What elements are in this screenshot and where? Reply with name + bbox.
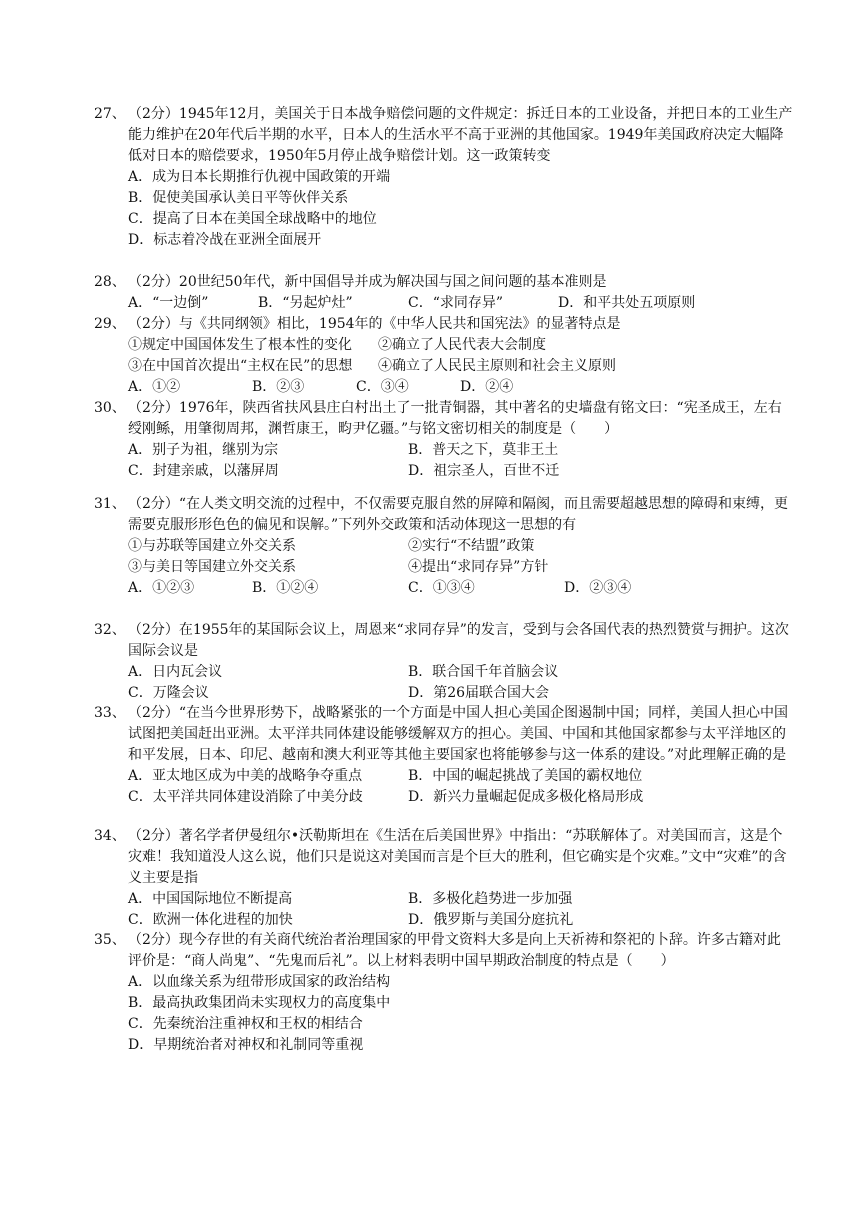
option-b: B．②③	[252, 379, 305, 395]
option-a: A．以血缘关系为纽带形成国家的政治结构	[128, 974, 391, 990]
question-number: 33、	[94, 705, 126, 721]
option-b: B．多极化趋势进一步加强	[408, 891, 573, 907]
option-d: D．祖宗圣人，百世不迁	[408, 463, 560, 479]
option-a: A．①②	[128, 379, 181, 395]
question-number: 32、	[94, 622, 126, 638]
question-35	[94, 930, 794, 1056]
option-d: D．新兴力量崛起促成多极化格局形成	[408, 789, 644, 805]
statement-4: ④提出“求同存异”方针	[408, 559, 549, 575]
question-number: 35、	[94, 932, 126, 948]
question-31	[94, 494, 794, 599]
option-a: A．中国国际地位不断提高	[128, 891, 293, 907]
question-stem: （2分）著名学者伊曼纽尔•沃勒斯坦在《生活在后美国世界》中指出：“苏联解体了。对美国而言，这是个灾难！我知道没人这么说，他们只是说这对美国而言是个巨大的胜利，但它确实是个灾难。”文中“灾难”的含义主要是指	[128, 828, 787, 886]
statement-2: ②确立了人民代表大会制度	[378, 337, 546, 353]
option-b: B．①②④	[252, 580, 319, 596]
option-c: C．封建亲戚，以藩屏周	[128, 463, 279, 479]
option-d: D．第26届联合国大会	[408, 685, 550, 701]
statement-1: ①与苏联等国建立外交关系	[128, 538, 296, 554]
option-b: B．“另起炉灶”	[258, 295, 353, 311]
statement-4: ④确立了人民民主原则和社会主义原则	[378, 358, 616, 374]
option-c: C．欧洲一体化进程的加快	[128, 912, 293, 928]
option-a: A．成为日本长期推行仇视中国政策的开端	[128, 169, 391, 185]
question-32	[94, 620, 794, 704]
option-a: A．“一边倒”	[128, 295, 209, 311]
question-number: 28、	[94, 274, 126, 290]
option-b: B．促使美国承认美日平等伙伴关系	[128, 190, 349, 206]
question-stem: （2分）现今存世的有关商代统治者治理国家的甲骨文资料大多是向上天祈祷和祭祀的卜辞。许多古籍对此评价是：“商人尚鬼”、“先鬼而后礼”。以上材料表明中国早期政治制度的特点是（ ）	[128, 932, 781, 969]
option-a: A．日内瓦会议	[128, 664, 223, 680]
option-a: A．别子为祖，继别为宗	[128, 442, 279, 458]
question-33	[94, 703, 794, 808]
option-d: D．标志着冷战在亚洲全面展开	[128, 232, 322, 248]
option-a: A．①②③	[128, 580, 195, 596]
question-34	[94, 826, 794, 931]
option-b: B．普天之下，莫非王土	[408, 442, 559, 458]
option-c: C．“求同存异”	[408, 295, 504, 311]
option-b: B．中国的崛起挑战了美国的霸权地位	[408, 768, 643, 784]
question-stem: （2分）“在当今世界形势下，战略紧张的一个方面是中国人担心美国企图遏制中国；同样，美国人担心中国试图把美国赶出亚洲。太平洋共同体建设能够缓解双方的担心。美国、中国和其他国家都参与太平洋地区的和平发展，日本、印尼、越南和澳大利亚等其他主要国家也将能够参与这一体系的建设。”对此理解正确的是	[128, 705, 789, 763]
question-number: 34、	[94, 828, 126, 844]
option-c: C．①③④	[408, 580, 475, 596]
question-number: 31、	[94, 496, 126, 512]
question-stem: （2分）与《共同纲领》相比，1954年的《中华人民共和国宪法》的显著特点是	[128, 316, 621, 332]
option-c: C．太平洋共同体建设消除了中美分歧	[128, 789, 363, 805]
question-29	[94, 314, 794, 398]
question-stem: （2分）在1955年的某国际会议上，周恩来“求同存异”的发言，受到与会各国代表的热烈赞赏与拥护。这次国际会议是	[128, 622, 789, 659]
option-d: D．②④	[460, 379, 514, 395]
statement-2: ②实行“不结盟”政策	[408, 538, 535, 554]
option-c: C．万隆会议	[128, 685, 209, 701]
question-stem: （2分）20世纪50年代，新中国倡导并成为解决国与国之间问题的基本准则是	[128, 274, 607, 290]
question-27	[94, 104, 794, 251]
question-number: 29、	[94, 316, 126, 332]
option-c: C．先秦统治注重神权和王权的相结合	[128, 1016, 363, 1032]
option-c: C．③④	[356, 379, 409, 395]
statement-1: ①规定中国国体发生了根本性的变化	[128, 337, 352, 353]
question-number: 27、	[94, 106, 126, 122]
option-a: A．亚太地区成为中美的战略争夺重点	[128, 768, 363, 784]
option-d: D．早期统治者对神权和礼制同等重视	[128, 1037, 364, 1053]
option-b: B．联合国千年首脑会议	[408, 664, 559, 680]
statement-3: ③与美日等国建立外交关系	[128, 559, 296, 575]
option-c: C．提高了日本在美国全球战略中的地位	[128, 211, 377, 227]
option-b: B．最高执政集团尚未实现权力的高度集中	[128, 995, 391, 1011]
statement-3: ③在中国首次提出“主权在民”的思想	[128, 358, 353, 374]
question-number: 30、	[94, 400, 126, 416]
question-stem: （2分）1945年12月，美国关于日本战争赔偿问题的文件规定：拆迁日本的工业设备，并把日本的工业生产能力维护在20年代后半期的水平，日本人的生活水平不高于亚洲的其他国家。1949年美国政府决定大幅降低对日本的赔偿要求，1950年5月停止战争赔偿计划。这一政策转变	[128, 106, 793, 164]
question-stem: （2分）1976年，陕西省扶风县庄白村出土了一批青铜器，其中著名的史墙盘有铭文曰：“宪圣成王，左右绶刚鲧，用肇彻周邦，渊哲康王，畇尹亿疆。”与铭文密切相关的制度是（ ）	[128, 400, 782, 437]
question-30	[94, 398, 794, 482]
option-d: D．②③④	[564, 580, 632, 596]
option-d: D．和平共处五项原则	[558, 295, 696, 311]
question-28	[94, 272, 794, 314]
question-stem: （2分）“在人类文明交流的过程中，不仅需要克服自然的屏障和隔阂，而且需要超越思想的障碍和束缚，更需要克服形形色色的偏见和误解。”下列外交政策和活动体现这一思想的有	[128, 496, 789, 533]
option-d: D．俄罗斯与美国分庭抗礼	[408, 912, 574, 928]
